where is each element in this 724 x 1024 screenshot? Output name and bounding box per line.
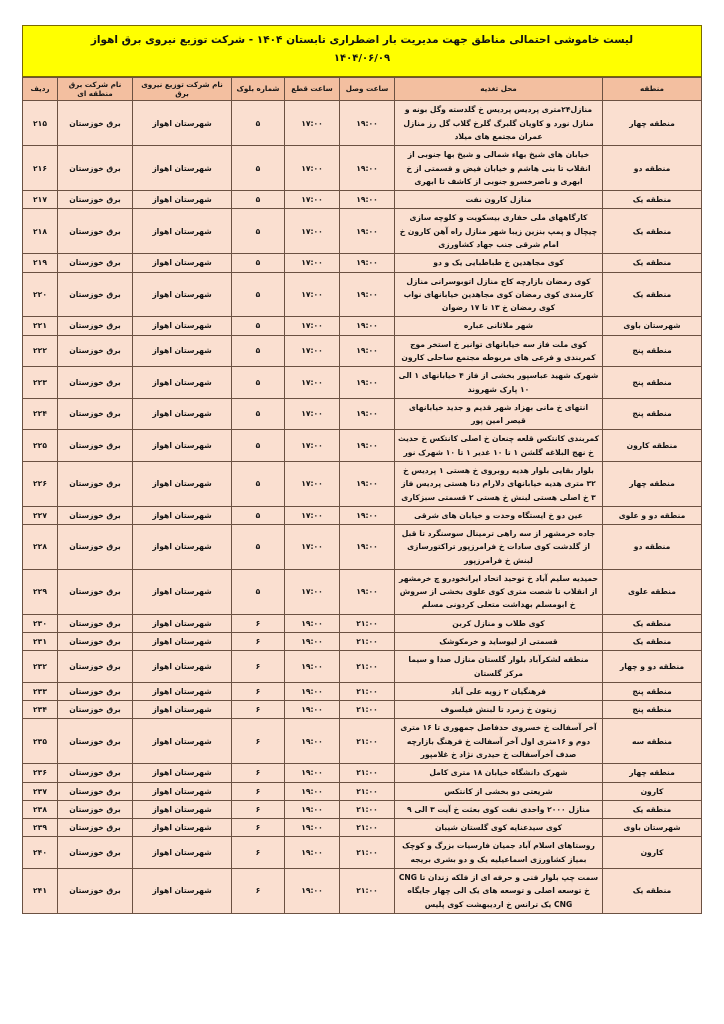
cell-feed-location: جاده خرمشهر از سه راهی ترمینال سوسنگرد تا قبل از گلدشت کوی سادات خ فرامرزپور تراکتورسازی لبنش خ فرامرزپور <box>395 525 603 570</box>
cell-block-number: ۶ <box>232 651 285 683</box>
table-row <box>23 764 702 782</box>
cell-block-number: ۵ <box>232 506 285 524</box>
table-body <box>23 101 702 913</box>
cell-radif: ۲۱۹ <box>23 254 58 272</box>
cell-regional-company: برق خوزستان <box>58 651 133 683</box>
cell-feed-location: منطقه لشکرآباد بلوار گلستان منازل صدا و سیما مرکز گلستان <box>395 651 603 683</box>
cell-radif: ۲۲۷ <box>23 506 58 524</box>
cell-on-time: ۲۱:۰۰ <box>340 764 395 782</box>
column-header-radif: ردیف <box>23 77 58 101</box>
cell-radif: ۲۱۷ <box>23 191 58 209</box>
cell-distribution-company: شهرستان اهواز <box>133 272 232 317</box>
table-row <box>23 191 702 209</box>
cell-distribution-company: شهرستان اهواز <box>133 146 232 191</box>
cell-distribution-company: شهرستان اهواز <box>133 209 232 254</box>
header-row <box>23 77 702 101</box>
cell-distribution-company: شهرستان اهواز <box>133 317 232 335</box>
cell-on-time: ۲۱:۰۰ <box>340 682 395 700</box>
cell-off-time: ۱۷:۰۰ <box>285 191 340 209</box>
cell-radif: ۲۳۳ <box>23 682 58 700</box>
cell-distribution-company: شهرستان اهواز <box>133 461 232 506</box>
column-header-block-number: شماره بلوک <box>232 77 285 101</box>
cell-feed-location: شهرک شهید عباسپور بخشی از فاز ۴ خیابانهای ۱ الی ۱۰ پارک شهروند <box>395 367 603 399</box>
cell-feed-location: کوی مجاهدین خ طباطبایی یک و دو <box>395 254 603 272</box>
cell-feed-location: کوی رمضان بازارچه کاج منازل اتوبوسرانی منازل کارمندی کوی رمضان کوی مجاهدین خیابانهای نواب کوی رمضان خ ۱۳ تا ۱۷ رضوان <box>395 272 603 317</box>
cell-distribution-company: شهرستان اهواز <box>133 398 232 430</box>
cell-block-number: ۵ <box>232 101 285 146</box>
cell-radif: ۲۲۰ <box>23 272 58 317</box>
cell-block-number: ۶ <box>232 764 285 782</box>
cell-on-time: ۲۱:۰۰ <box>340 819 395 837</box>
cell-regional-company: برق خوزستان <box>58 614 133 632</box>
cell-block-number: ۶ <box>232 800 285 818</box>
cell-regional-company: برق خوزستان <box>58 367 133 399</box>
cell-zone: منطقه علوی <box>603 569 702 614</box>
cell-radif: ۲۳۰ <box>23 614 58 632</box>
cell-block-number: ۶ <box>232 782 285 800</box>
cell-distribution-company: شهرستان اهواز <box>133 651 232 683</box>
cell-zone: منطقه پنج <box>603 335 702 367</box>
cell-feed-location: کوی طلاب و منازل کربن <box>395 614 603 632</box>
table-row <box>23 837 702 869</box>
cell-zone: منطقه پنج <box>603 367 702 399</box>
cell-feed-location: شهر ملاثانی عباره <box>395 317 603 335</box>
cell-off-time: ۱۹:۰۰ <box>285 633 340 651</box>
cell-feed-location: روستاهای اسلام آباد جمیان فارسیات بزرگ و کوچک بمیاز کشاورزی اسماعیلیه یک و دو بشری بریجه <box>395 837 603 869</box>
column-header-off-time: ساعت قطع <box>285 77 340 101</box>
cell-on-time: ۱۹:۰۰ <box>340 335 395 367</box>
cell-on-time: ۲۱:۰۰ <box>340 701 395 719</box>
cell-on-time: ۱۹:۰۰ <box>340 272 395 317</box>
cell-regional-company: برق خوزستان <box>58 101 133 146</box>
cell-block-number: ۶ <box>232 837 285 869</box>
table-row <box>23 367 702 399</box>
cell-off-time: ۱۷:۰۰ <box>285 461 340 506</box>
cell-on-time: ۱۹:۰۰ <box>340 525 395 570</box>
column-header-feed-location: محل تغذیه <box>395 77 603 101</box>
cell-on-time: ۱۹:۰۰ <box>340 209 395 254</box>
cell-radif: ۲۱۸ <box>23 209 58 254</box>
cell-on-time: ۱۹:۰۰ <box>340 317 395 335</box>
cell-feed-location: بلوار بقایی بلوار هدیه روبروی خ هستی ۱ پردیس خ ۳۲ متری هدیه خیابانهای دلارام دنا هستی پردیس فاز ۳ خ اصلی هستی لبنش خ هستی ۲ قسمتی سبزکاری <box>395 461 603 506</box>
cell-off-time: ۱۷:۰۰ <box>285 398 340 430</box>
cell-feed-location: عین دو خ ایستگاه وحدت و خیابان های شرقی <box>395 506 603 524</box>
cell-off-time: ۱۷:۰۰ <box>285 525 340 570</box>
cell-zone: منطقه دو و علوی <box>603 506 702 524</box>
cell-on-time: ۲۱:۰۰ <box>340 633 395 651</box>
cell-radif: ۲۲۴ <box>23 398 58 430</box>
cell-on-time: ۲۱:۰۰ <box>340 800 395 818</box>
cell-regional-company: برق خوزستان <box>58 525 133 570</box>
cell-regional-company: برق خوزستان <box>58 191 133 209</box>
cell-regional-company: برق خوزستان <box>58 569 133 614</box>
cell-distribution-company: شهرستان اهواز <box>133 506 232 524</box>
cell-radif: ۲۳۵ <box>23 719 58 764</box>
cell-zone: منطقه یک <box>603 633 702 651</box>
cell-distribution-company: شهرستان اهواز <box>133 614 232 632</box>
title-banner <box>22 25 702 77</box>
cell-zone: منطقه یک <box>603 614 702 632</box>
cell-block-number: ۵ <box>232 430 285 462</box>
table-row <box>23 633 702 651</box>
cell-block-number: ۵ <box>232 317 285 335</box>
table-row <box>23 569 702 614</box>
cell-regional-company: برق خوزستان <box>58 800 133 818</box>
cell-feed-location: شریعتی دو بخشی از کانتکس <box>395 782 603 800</box>
cell-zone: منطقه دو <box>603 525 702 570</box>
table-row <box>23 651 702 683</box>
cell-on-time: ۱۹:۰۰ <box>340 146 395 191</box>
cell-feed-location: کوی سیدعنایه کوی گلستان شیبان <box>395 819 603 837</box>
cell-feed-location: زیتون خ زمرد تا لبنش فیلسوف <box>395 701 603 719</box>
cell-block-number: ۵ <box>232 525 285 570</box>
cell-regional-company: برق خوزستان <box>58 209 133 254</box>
cell-zone: منطقه یک <box>603 800 702 818</box>
cell-zone: منطقه چهار <box>603 101 702 146</box>
table-header <box>23 77 702 101</box>
cell-on-time: ۱۹:۰۰ <box>340 461 395 506</box>
cell-feed-location: منازل۲۴متری پردیس پردیس خ گلدسته وگل بونه و منازل نورد و کاویان گلبرگ گلرخ گلاب گل رز منازل عمران مجتمع های میلاد <box>395 101 603 146</box>
table-row <box>23 209 702 254</box>
cell-radif: ۲۲۹ <box>23 569 58 614</box>
table-row <box>23 506 702 524</box>
cell-on-time: ۱۹:۰۰ <box>340 398 395 430</box>
cell-distribution-company: شهرستان اهواز <box>133 633 232 651</box>
cell-zone: منطقه یک <box>603 272 702 317</box>
cell-off-time: ۱۷:۰۰ <box>285 506 340 524</box>
cell-distribution-company: شهرستان اهواز <box>133 682 232 700</box>
table-row <box>23 719 702 764</box>
cell-distribution-company: شهرستان اهواز <box>133 101 232 146</box>
cell-radif: ۲۳۶ <box>23 764 58 782</box>
cell-distribution-company: شهرستان اهواز <box>133 800 232 818</box>
cell-on-time: ۲۱:۰۰ <box>340 651 395 683</box>
cell-on-time: ۱۹:۰۰ <box>340 430 395 462</box>
table-row <box>23 800 702 818</box>
cell-off-time: ۱۷:۰۰ <box>285 317 340 335</box>
cell-regional-company: برق خوزستان <box>58 146 133 191</box>
cell-radif: ۲۳۲ <box>23 651 58 683</box>
cell-zone: منطقه چهار <box>603 764 702 782</box>
cell-off-time: ۱۹:۰۰ <box>285 837 340 869</box>
cell-distribution-company: شهرستان اهواز <box>133 782 232 800</box>
cell-feed-location: کوی ملت فاز سه خیابانهای توانیر خ استخر موج کمربندی و فرعی های مربوطه مجتمع ساحلی کارون <box>395 335 603 367</box>
cell-feed-location: کارگاههای ملی حفاری بیسکویت و کلوچه سازی چیچال و پمپ بنزین زیبا شهر منازل راه آهن کارون خ امام شرقی جنب جهاد کشاورزی <box>395 209 603 254</box>
cell-zone: منطقه یک <box>603 254 702 272</box>
cell-regional-company: برق خوزستان <box>58 461 133 506</box>
cell-on-time: ۲۱:۰۰ <box>340 868 395 913</box>
cell-off-time: ۱۷:۰۰ <box>285 209 340 254</box>
cell-zone: کارون <box>603 782 702 800</box>
cell-block-number: ۶ <box>232 819 285 837</box>
cell-block-number: ۵ <box>232 146 285 191</box>
cell-radif: ۲۴۰ <box>23 837 58 869</box>
cell-radif: ۲۳۹ <box>23 819 58 837</box>
cell-off-time: ۱۷:۰۰ <box>285 335 340 367</box>
cell-zone: منطقه پنج <box>603 701 702 719</box>
cell-radif: ۲۱۶ <box>23 146 58 191</box>
cell-distribution-company: شهرستان اهواز <box>133 430 232 462</box>
cell-off-time: ۱۷:۰۰ <box>285 367 340 399</box>
table-row <box>23 254 702 272</box>
cell-radif: ۲۴۱ <box>23 868 58 913</box>
cell-on-time: ۲۱:۰۰ <box>340 782 395 800</box>
cell-block-number: ۵ <box>232 398 285 430</box>
cell-radif: ۲۲۲ <box>23 335 58 367</box>
cell-zone: کارون <box>603 837 702 869</box>
cell-on-time: ۲۱:۰۰ <box>340 614 395 632</box>
cell-zone: منطقه پنج <box>603 682 702 700</box>
cell-regional-company: برق خوزستان <box>58 272 133 317</box>
column-header-on-time: ساعت وصل <box>340 77 395 101</box>
cell-block-number: ۶ <box>232 682 285 700</box>
table-row <box>23 101 702 146</box>
cell-feed-location: حمیدیه سلیم آباد خ توحید اتحاد ایرانخودرو چ خرمشهر از انقلاب تا شصت متری کوی علوی بخشی از سروش خ ابومسلم بهداشت متعلی کردونی مسلم <box>395 569 603 614</box>
cell-regional-company: برق خوزستان <box>58 398 133 430</box>
table-row <box>23 461 702 506</box>
cell-zone: منطقه یک <box>603 209 702 254</box>
cell-feed-location: خیابان های شیخ بهاء شمالی و شیخ بها جنوبی از انقلاب تا بنی هاشم و خیابان فیض و قسمتی از خ ابهری و ناصرخسرو جنوبی از کاشف تا ابهری <box>395 146 603 191</box>
cell-radif: ۲۳۱ <box>23 633 58 651</box>
cell-regional-company: برق خوزستان <box>58 254 133 272</box>
cell-feed-location: شهرک دانشگاه خیابان ۱۸ متری کامل <box>395 764 603 782</box>
cell-off-time: ۱۷:۰۰ <box>285 272 340 317</box>
cell-regional-company: برق خوزستان <box>58 506 133 524</box>
cell-regional-company: برق خوزستان <box>58 701 133 719</box>
cell-block-number: ۶ <box>232 701 285 719</box>
cell-feed-location: انتهای خ مانی بهزاد شهر قدیم و جدید خیابانهای قیصر امین پور <box>395 398 603 430</box>
cell-block-number: ۵ <box>232 367 285 399</box>
cell-feed-location: منازل کارون نفت <box>395 191 603 209</box>
cell-block-number: ۵ <box>232 272 285 317</box>
cell-radif: ۲۲۸ <box>23 525 58 570</box>
table-row <box>23 868 702 913</box>
column-header-zone: منطقه <box>603 77 702 101</box>
cell-regional-company: برق خوزستان <box>58 317 133 335</box>
cell-radif: ۲۲۶ <box>23 461 58 506</box>
cell-block-number: ۵ <box>232 209 285 254</box>
table-row <box>23 819 702 837</box>
cell-block-number: ۵ <box>232 191 285 209</box>
cell-distribution-company: شهرستان اهواز <box>133 254 232 272</box>
table-row <box>23 317 702 335</box>
cell-block-number: ۶ <box>232 868 285 913</box>
table-row <box>23 525 702 570</box>
cell-block-number: ۶ <box>232 633 285 651</box>
cell-on-time: ۱۹:۰۰ <box>340 569 395 614</box>
table-row <box>23 782 702 800</box>
cell-zone: شهرستان باوی <box>603 819 702 837</box>
table-row <box>23 335 702 367</box>
cell-off-time: ۱۹:۰۰ <box>285 614 340 632</box>
cell-distribution-company: شهرستان اهواز <box>133 335 232 367</box>
cell-feed-location: فرهنگیان ۲ زویه علی آباد <box>395 682 603 700</box>
cell-off-time: ۱۷:۰۰ <box>285 569 340 614</box>
cell-off-time: ۱۷:۰۰ <box>285 146 340 191</box>
cell-off-time: ۱۹:۰۰ <box>285 868 340 913</box>
cell-on-time: ۱۹:۰۰ <box>340 506 395 524</box>
cell-regional-company: برق خوزستان <box>58 335 133 367</box>
cell-regional-company: برق خوزستان <box>58 430 133 462</box>
cell-zone: منطقه دو و چهار <box>603 651 702 683</box>
cell-zone: منطقه کارون <box>603 430 702 462</box>
cell-regional-company: برق خوزستان <box>58 633 133 651</box>
cell-distribution-company: شهرستان اهواز <box>133 837 232 869</box>
cell-on-time: ۱۹:۰۰ <box>340 191 395 209</box>
cell-distribution-company: شهرستان اهواز <box>133 525 232 570</box>
cell-regional-company: برق خوزستان <box>58 868 133 913</box>
cell-radif: ۲۲۳ <box>23 367 58 399</box>
cell-distribution-company: شهرستان اهواز <box>133 719 232 764</box>
cell-block-number: ۶ <box>232 719 285 764</box>
cell-regional-company: برق خوزستان <box>58 782 133 800</box>
cell-block-number: ۵ <box>232 254 285 272</box>
cell-distribution-company: شهرستان اهواز <box>133 701 232 719</box>
cell-off-time: ۱۹:۰۰ <box>285 682 340 700</box>
cell-distribution-company: شهرستان اهواز <box>133 764 232 782</box>
cell-on-time: ۲۱:۰۰ <box>340 837 395 869</box>
cell-regional-company: برق خوزستان <box>58 764 133 782</box>
cell-radif: ۲۳۷ <box>23 782 58 800</box>
table-row <box>23 430 702 462</box>
table-row <box>23 272 702 317</box>
cell-regional-company: برق خوزستان <box>58 682 133 700</box>
cell-radif: ۲۱۵ <box>23 101 58 146</box>
cell-zone: منطقه یک <box>603 868 702 913</box>
cell-radif: ۲۲۱ <box>23 317 58 335</box>
page-title: لیست خاموشی احتمالی مناطق جهت مدیریت بار اضطراری تابستان ۱۴۰۴ - شرکت توزیع نیروی برق اهواز <box>90 34 634 46</box>
cell-off-time: ۱۹:۰۰ <box>285 701 340 719</box>
cell-off-time: ۱۷:۰۰ <box>285 430 340 462</box>
cell-on-time: ۲۱:۰۰ <box>340 719 395 764</box>
cell-off-time: ۱۹:۰۰ <box>285 719 340 764</box>
table-row <box>23 146 702 191</box>
report-date: ۱۴۰۴/۰۶/۰۹ <box>333 52 391 64</box>
cell-radif: ۲۳۸ <box>23 800 58 818</box>
cell-block-number: ۶ <box>232 614 285 632</box>
cell-distribution-company: شهرستان اهواز <box>133 868 232 913</box>
cell-regional-company: برق خوزستان <box>58 819 133 837</box>
cell-regional-company: برق خوزستان <box>58 719 133 764</box>
cell-zone: منطقه یک <box>603 191 702 209</box>
cell-on-time: ۱۹:۰۰ <box>340 101 395 146</box>
cell-off-time: ۱۹:۰۰ <box>285 800 340 818</box>
cell-distribution-company: شهرستان اهواز <box>133 569 232 614</box>
cell-off-time: ۱۹:۰۰ <box>285 764 340 782</box>
cell-distribution-company: شهرستان اهواز <box>133 367 232 399</box>
column-header-regional-company: نام شرکت برق منطقه ای <box>58 77 133 101</box>
cell-feed-location: منازل ۲۰۰۰ واحدی نفت کوی بعثت خ آیت ۳ الی ۹ <box>395 800 603 818</box>
cell-zone: منطقه چهار <box>603 461 702 506</box>
cell-distribution-company: شهرستان اهواز <box>133 191 232 209</box>
cell-zone: منطقه دو <box>603 146 702 191</box>
table-row <box>23 701 702 719</box>
cell-on-time: ۱۹:۰۰ <box>340 254 395 272</box>
cell-radif: ۲۳۴ <box>23 701 58 719</box>
table-row <box>23 682 702 700</box>
cell-block-number: ۵ <box>232 461 285 506</box>
cell-zone: شهرستان باوی <box>603 317 702 335</box>
cell-regional-company: برق خوزستان <box>58 837 133 869</box>
cell-off-time: ۱۷:۰۰ <box>285 254 340 272</box>
cell-feed-location: قسمتی از لیوساید و خرمکوشک <box>395 633 603 651</box>
cell-off-time: ۱۷:۰۰ <box>285 101 340 146</box>
cell-feed-location: کمربندی کانتکس قلعه چنعان خ اصلی کانتکس خ حدیث خ نهج البلاغه گلشن ۱ تا ۱۰ غدیر ۱ تا ۱۰ شهرک نور <box>395 430 603 462</box>
outage-table <box>22 77 702 914</box>
cell-off-time: ۱۹:۰۰ <box>285 651 340 683</box>
cell-on-time: ۱۹:۰۰ <box>340 367 395 399</box>
table-row <box>23 614 702 632</box>
column-header-distribution-company: نام شرکت توزیع نیروی برق <box>133 77 232 101</box>
cell-block-number: ۵ <box>232 335 285 367</box>
cell-zone: منطقه پنج <box>603 398 702 430</box>
cell-zone: منطقه سه <box>603 719 702 764</box>
cell-feed-location: سمت چپ بلوار فنی و حرفه ای از فلکه زندان تا CNG خ توسعه اصلی و توسعه های یک الی چهار جایگاه CNG یک ترانس خ اردیبهشت کوی پلیس <box>395 868 603 913</box>
cell-block-number: ۵ <box>232 569 285 614</box>
cell-off-time: ۱۹:۰۰ <box>285 819 340 837</box>
table-row <box>23 398 702 430</box>
cell-off-time: ۱۹:۰۰ <box>285 782 340 800</box>
cell-radif: ۲۲۵ <box>23 430 58 462</box>
cell-distribution-company: شهرستان اهواز <box>133 819 232 837</box>
cell-feed-location: آخر آسفالت خ خسروی حدفاصل جمهوری تا ۱۶ متری دوم و ۱۶متری اول آخر آسفالت خ فرهنگ بازارچه صدف آخرآسفالت خ حیدری نژاد خ غلامپور <box>395 719 603 764</box>
